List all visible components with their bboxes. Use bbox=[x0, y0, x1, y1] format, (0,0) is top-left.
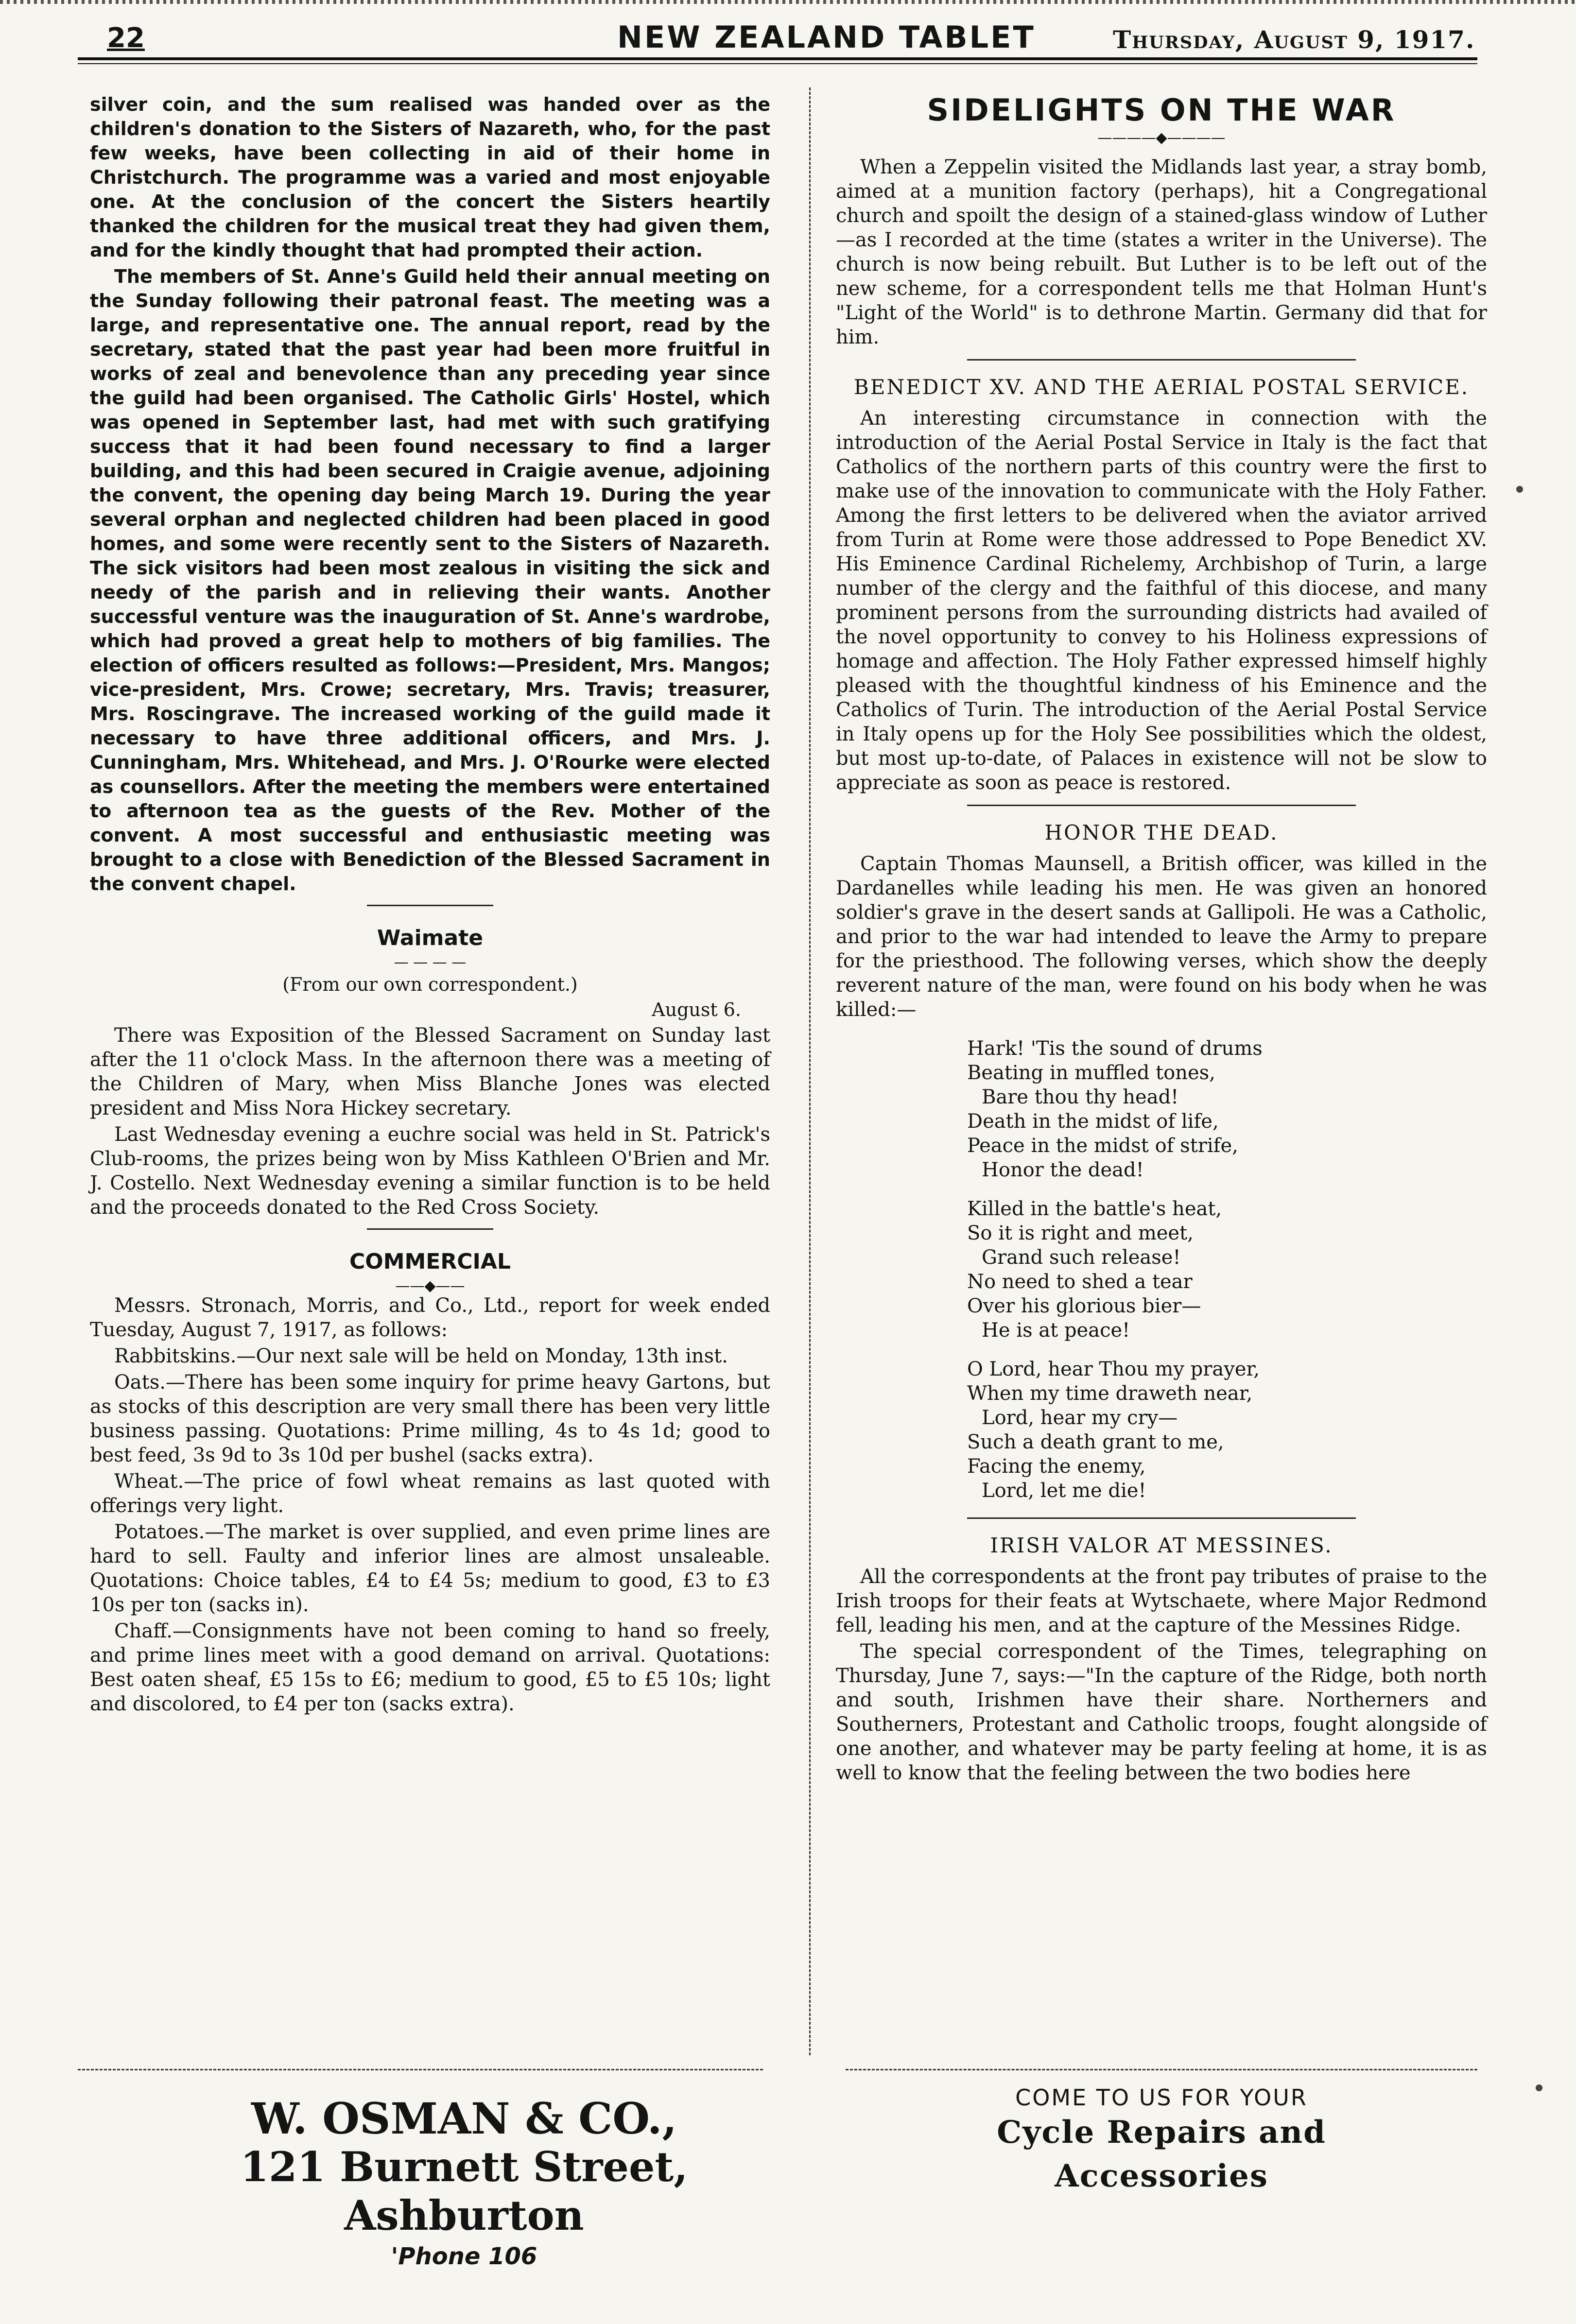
ad-service: Cycle Repairs and bbox=[997, 2114, 1326, 2151]
section-rule bbox=[367, 1228, 493, 1230]
header-rule-thin bbox=[78, 63, 1477, 64]
article-paragraph: All the correspondents at the front pay tributes of praise to the Irish troops for their feats at Wytschaete, where Major Redmond fell, leading his men, and at the capture of the Messines Ridge. bbox=[836, 1566, 1487, 1636]
page-header bbox=[44, 19, 1550, 53]
poem-line: So it is right and meet, bbox=[967, 1222, 1194, 1244]
poem-line: Beating in muffled tones, bbox=[967, 1062, 1215, 1084]
left-column bbox=[90, 92, 770, 1718]
article-paragraph: The members of St. Anne's Guild held their annual meeting on the Sunday following their patronal feast. The meeting was a large, and representative one. The annual report, read by the secretary, stated that the past year had been more fruitful in works of zeal and benevolence than any preceding year since the guild had been organised. The Catholic Girls' Hostel, which was opened in September last, had met with such gratifying success that it had been found necessary to find a larger building, and this had been secured in Craigie avenue, adjoining the convent, the opening day being March 19. During the year several orphan and neglected children had been placed in good homes, and some were recently sent to the Sisters of Nazareth. The sick visitors had been most zealous in visiting the sick and needy of the parish and in relieving their wants. Another successful venture was the inauguration of St. Anne's wardrobe, which had proved a great help to mothers of big families. The election of officers resulted as follows:—President, Mrs. Mangos; vice-president, Mrs. Crowe; secretary, Mrs. Travis; treasurer, Mrs. Roscingrave. The increased working of the guild made it necessary to have three additional officers, and Mrs. J. Cunningham, Mrs. Whitehead, and Mrs. J. O'Rourke were elected as counsellors. After the meeting the members were entertained to afternoon tea as the guests of the Rev. Mother of the convent. A most successful and enthusiastic meeting was brought to a close with Benediction of the Blessed Sacrament in the convent chapel. bbox=[90, 266, 770, 895]
article-paragraph: Messrs. Stronach, Morris, and Co., Ltd., report for week ended Tuesday, August 7, 1917, as follows: bbox=[90, 1294, 770, 1341]
cycle-advertisement bbox=[846, 2084, 1477, 2198]
poem-stanza bbox=[967, 1197, 1487, 1343]
article-paragraph: Captain Thomas Maunsell, a British officer, was killed in the Dardanelles while leading his men. He was given an honored soldier's grave in the desert sands at Gallipoli. He was a Catholic, and prior to the war had intended to leave the Army to prepare for the priesthood. The following verses, which show the deeply reverent nature of the man, were found on his body when he was killed:— bbox=[836, 853, 1487, 1021]
dateline: August 6. bbox=[652, 999, 741, 1020]
poem bbox=[967, 1036, 1487, 1503]
ad-service-2: Accessories bbox=[1055, 2158, 1268, 2194]
article-paragraph: Rabbitskins.—Our next sale will be held on Monday, 13th inst. bbox=[114, 1345, 728, 1367]
article-paragraph: silver coin, and the sum realised was handed over as the children's donation to the Sisters of Nazareth, who, for the past few weeks, have been collecting in aid of their home in Christchurch. The programme was a varied and most enjoyable one. At the conclusion of the concert the Sisters heartily thanked the children for the musical treat they had given them, and for the kindly thought that had prompted their action. bbox=[90, 94, 770, 261]
ornament-divider: ——◆—— bbox=[395, 1277, 465, 1294]
section-rule bbox=[967, 805, 1356, 806]
correspondent-line: (From our own correspondent.) bbox=[282, 974, 578, 995]
article-paragraph: There was Exposition of the Blessed Sacrament on Sunday last after the 11 o'clock Mass. In the afternoon there was a meeting of the Children of Mary, when Miss Blanche Jones was elected president and Miss Nora Hickey secretary. bbox=[90, 1024, 770, 1119]
article-paragraph: Last Wednesday evening a euchre social was held in St. Patrick's Club-rooms, the prizes being won by Miss Kathleen O'Brien and Mr. J. Costello. Next Wednesday evening a similar function is to be held and the proceeds donated to the Red Cross Society. bbox=[90, 1123, 770, 1219]
poem-line: Such a death grant to me, bbox=[967, 1431, 1224, 1453]
article-paragraph: An interesting circumstance in connection with the introduction of the Aerial Postal Service in Italy is the fact that Catholics of the northern parts of this country were the first to make use of the innovation to communicate with the Holy Father. Among the first letters to be delivered when the aviator arrived from Turin at Rome were those addressed to Pope Benedict XV. His Eminence Cardinal Richelemy, Archbishop of Turin, a large number of the clergy and the faithful of this diocese, and many prominent persons from the surrounding districts had availed of the novel opportunity to convey to his Holiness expressions of homage and affection. The Holy Father expressed himself highly pleased with the thoughtful kindness of his Eminence and the Catholics of Turin. The introduction of the Aerial Postal Service in Italy opens up for the Holy See possibilities which the oldest, but most up-to-date, of Palaces in existence will not be slow to appreciate as soon as peace is restored. bbox=[836, 407, 1487, 794]
ad-phone: 'Phone 106 bbox=[391, 2243, 537, 2270]
subheading-honor-the-dead: HONOR THE DEAD. bbox=[1044, 821, 1279, 844]
column-divider bbox=[809, 87, 811, 2055]
ad-tagline: COME TO US FOR YOUR bbox=[1015, 2084, 1308, 2111]
poem-line: He is at peace! bbox=[982, 1319, 1130, 1342]
poem-line: Death in the midst of life, bbox=[967, 1110, 1219, 1133]
poem-stanza bbox=[967, 1036, 1487, 1182]
poem-line: Lord, let me die! bbox=[982, 1480, 1146, 1502]
ad-address: 121 Burnett Street, Ashburton bbox=[240, 2143, 688, 2239]
poem-stanza bbox=[967, 1357, 1487, 1503]
poem-line: Grand such release! bbox=[982, 1246, 1181, 1269]
poem-line: Over his glorious bier— bbox=[967, 1295, 1201, 1317]
page-number: 22 bbox=[107, 22, 145, 54]
article-paragraph: Wheat.—The price of fowl wheat remains as last quoted with offerings very light. bbox=[90, 1470, 770, 1517]
poem-line: Facing the enemy, bbox=[967, 1455, 1146, 1478]
osman-advertisement bbox=[121, 2094, 807, 2270]
ornament-divider: ————◆———— bbox=[1097, 129, 1226, 146]
subheading-benedict: BENEDICT XV. AND THE AERIAL POSTAL SERVICE. bbox=[853, 375, 1470, 399]
right-column bbox=[836, 92, 1487, 1787]
section-rule bbox=[967, 1517, 1356, 1519]
page-edge-texture bbox=[0, 0, 1576, 4]
article-paragraph: Potatoes.—The market is over supplied, and even prime lines are hard to sell. Faulty and inferior lines are almost unsaleable. Quotations: Choice tables, £4 to £4 5s; medium to good, £3 to £3 10s per ton (sacks in). bbox=[90, 1521, 770, 1616]
print-speck bbox=[1536, 2084, 1542, 2091]
poem-line: Honor the dead! bbox=[982, 1159, 1144, 1181]
poem-line: When my time draweth near, bbox=[967, 1382, 1253, 1405]
article-paragraph: Chaff.—Consignments have not been coming to hand so freely, and prime lines meet with a good demand on arrival. Quotations: Best oaten sheaf, £5 15s to £6; medium to good, £5 to £5 10s; light and discolored, to £4 per ton (sacks extra). bbox=[90, 1620, 770, 1715]
poem-line: Hark! 'Tis the sound of drums bbox=[967, 1037, 1263, 1060]
section-heading-sidelights: SIDELIGHTS ON THE WAR bbox=[927, 92, 1396, 128]
section-rule bbox=[367, 905, 493, 906]
section-heading-waimate: Waimate bbox=[377, 926, 484, 950]
subheading-irish-valor: IRISH VALOR AT MESSINES. bbox=[990, 1533, 1333, 1557]
ad-rule-right bbox=[846, 2069, 1477, 2070]
poem-line: Peace in the midst of strife, bbox=[967, 1135, 1238, 1157]
article-paragraph: Oats.—There has been some inquiry for prime heavy Gartons, but as stocks of this description are very small there has been very little business passing. Quotations: Prime milling, 4s to 4s 1d; good to best feed, 3s 9d to 3s 10d per bushel (sacks extra). bbox=[90, 1371, 770, 1466]
publication-title: NEW ZEALAND TABLET bbox=[617, 19, 1036, 55]
article-paragraph: The special correspondent of the Times, telegraphing on Thursday, June 7, says:—"In the capture of the Ridge, both north and south, Irishmen have their share. Northerners and Southerners, Protestant and Catholic troops, fought alongside of one another, and whatever may be party feeling at home, it is as well to know that the feeling between the two bodies here bbox=[836, 1640, 1487, 1784]
poem-line: Lord, hear my cry— bbox=[982, 1407, 1178, 1429]
ornament-divider: — — — — bbox=[394, 954, 467, 971]
section-heading-commercial: COMMERCIAL bbox=[349, 1249, 511, 1274]
poem-line: No need to shed a tear bbox=[967, 1271, 1193, 1293]
section-rule bbox=[967, 359, 1356, 361]
issue-date: Thursday, August 9, 1917. bbox=[1113, 25, 1475, 54]
ad-company-name: W. OSMAN & CO., bbox=[251, 2093, 677, 2144]
print-speck bbox=[1516, 486, 1523, 493]
poem-line: Bare thou thy head! bbox=[982, 1086, 1179, 1108]
header-rule bbox=[78, 57, 1477, 60]
poem-line: O Lord, hear Thou my prayer, bbox=[967, 1358, 1260, 1380]
ad-rule-left bbox=[78, 2069, 763, 2070]
poem-line: Killed in the battle's heat, bbox=[967, 1198, 1222, 1220]
article-paragraph: When a Zeppelin visited the Midlands last year, a stray bomb, aimed at a munition factory (perhaps), hit a Congregational church and spoilt the design of a stained-glass window of Luther—as I recorded at the time (states a writer in the Universe). The church is now being rebuilt. But Luther is to be left out of the new scheme, for a correspondent tells me that Holman Hunt's "Light of the World" is to dethrone Martin. Germany did that for him. bbox=[836, 156, 1487, 348]
